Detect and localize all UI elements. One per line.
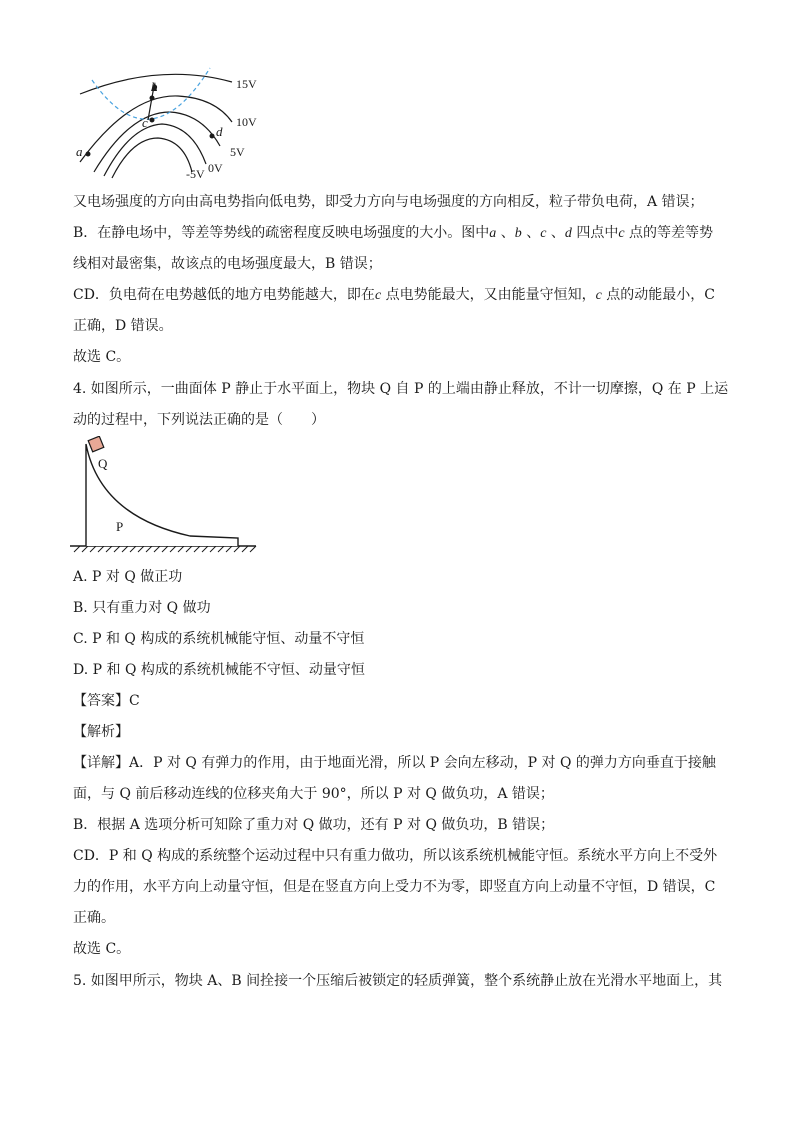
text: CD．负电荷在电势越低的地方电势能越大，即在 [73,287,375,303]
equipotential-10v [80,96,232,162]
var-c: c [618,226,625,241]
curved-block-figure [70,436,260,558]
explanation-line-5: 正确，D 错误。 [73,318,173,334]
explanation-line-1: 又电场强度的方向由高电势指向低电势，即受力方向与电场强度的方向相反，粒子带负电荷，A 错误； [73,194,704,210]
block-q [88,436,104,452]
label-p: P [116,519,124,534]
q4-option-c: C. P 和 Q 构成的系统机械能守恒、动量不守恒 [73,631,365,647]
q4-detail-line-4: CD．P 和 Q 构成的系统整个运动过程中只有重力做功，所以该系统机械能守恒。系统水平方向上不受外 [73,848,718,864]
label-0v: 0V [208,161,223,175]
var-c: c [374,288,382,303]
q4-answer: 【答案】C [73,693,140,709]
label-a: a [76,144,83,159]
label-b: b [151,79,158,94]
q4-option-d: D. P 和 Q 构成的系统机械能不守恒、动量守恒 [73,662,365,678]
text: 、 [496,225,515,241]
point-d [210,134,215,139]
q4-detail-line-1: 【详解】A．P 对 Q 有弹力的作用，由于地面光滑，所以 P 会向左移动，P 对 Q 的弹力方向垂直于接触 [73,755,716,771]
text: 、 [521,225,541,241]
text: 点的等差等势 [624,225,713,241]
text: 、 [546,225,565,241]
label-15v: 15V [236,77,257,91]
label-d: d [216,124,223,139]
label-m5v: -5V [186,167,205,181]
ground-hatch [74,546,256,552]
var-a: a [489,226,497,241]
var-d: d [564,226,572,241]
q4-option-a: A. P 对 Q 做正功 [73,569,183,585]
var-c: c [540,226,547,241]
equipotential-figure [60,64,280,184]
text: 点的动能最小，C [601,287,715,303]
equipotential-m5v [112,138,192,178]
text: 点电势能最大，又由能量守恒知， [381,287,596,303]
var-c: c [595,288,602,303]
point-c [150,118,155,123]
q4-conclusion: 故选 C。 [73,941,131,957]
q4-detail-line-6: 正确。 [73,910,115,926]
q4-stem-line-2: 动的过程中，下列说法正确的是（ ） [73,412,325,428]
label-5v: 5V [230,145,245,159]
explanation-line-3: 线相对最密集，故该点的电场强度最大，B 错误； [73,256,382,272]
text: 四点中 [571,225,619,241]
q4-option-b: B. 只有重力对 Q 做功 [73,600,211,616]
equipotential-5v [94,112,220,172]
q4-detail-line-3: B．根据 A 选项分析可知除了重力对 Q 做功，还有 P 对 Q 做负功，B 错误； [73,817,555,833]
point-b [150,96,155,101]
curved-body-p [86,444,238,546]
q4-detail-line-2: 面，与 Q 前后移动连线的位移夹角大于 90°，所以 P 对 Q 做负功，A 错误； [73,786,554,802]
q4-detail-line-5: 力的作用，水平方向上动量守恒，但是在竖直方向上受力不为零，即竖直方向上动量不守恒，D 错误，C [73,879,716,895]
label-q: Q [98,456,108,471]
explanation-line-4 [73,285,733,306]
point-a [86,152,91,157]
label-10v: 10V [236,115,257,129]
q5-stem-line-1: 5. 如图甲所示，物块 A、B 间拴接一个压缩后被锁定的轻质弹簧，整个系统静止放在光滑水平地面上，其 [73,973,723,989]
text: B．在静电场中，等差等势线的疏密程度反映电场强度的大小。图中 [73,225,490,241]
q4-stem-line-1: 4. 如图所示，一曲面体 P 静止于水平面上，物块 Q 自 P 的上端由静止释放，不计一切摩擦，Q 在 P 上运 [73,381,729,397]
var-b: b [514,226,522,241]
q4-analysis-title: 【解析】 [73,724,129,740]
explanation-line-2 [73,223,733,244]
label-c: c [142,115,148,130]
explanation-conclusion: 故选 C。 [73,349,131,365]
